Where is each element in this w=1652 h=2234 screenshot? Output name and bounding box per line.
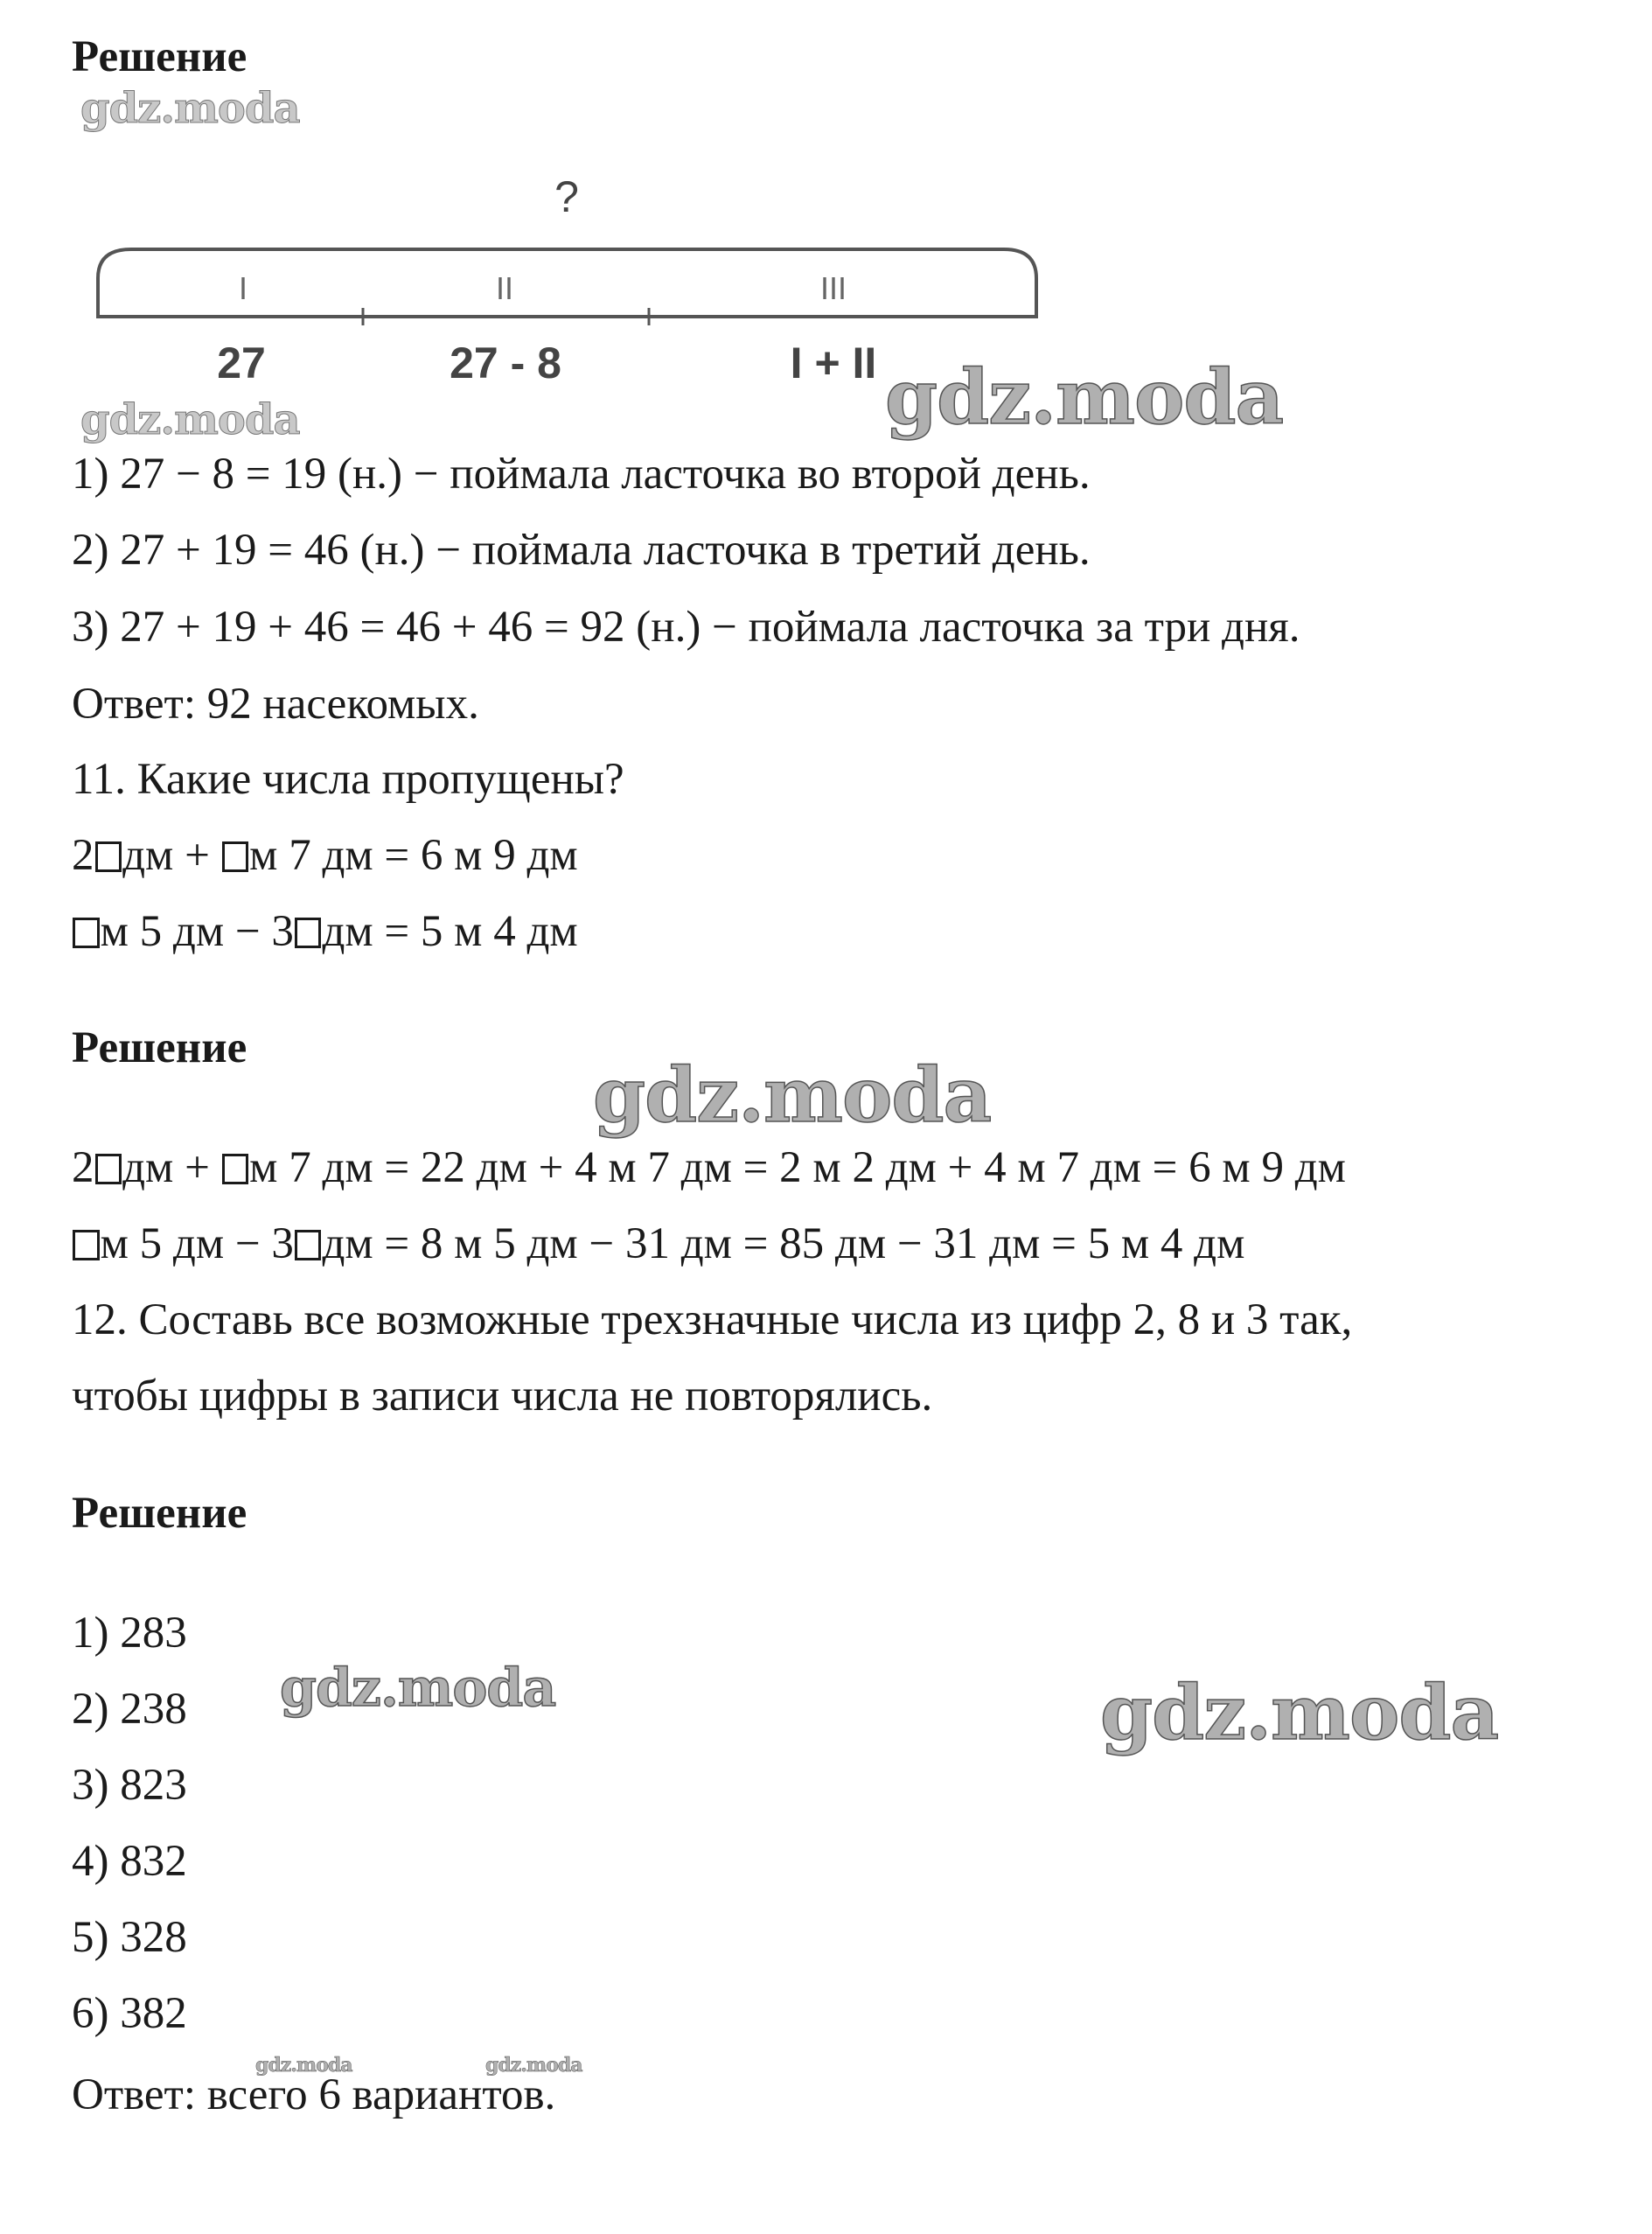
solution-equation-2 <box>72 1219 1245 1268</box>
answer-3: Ответ: всего 6 вариантов. <box>72 2070 556 2119</box>
solution-equation-1 <box>72 1143 1346 1192</box>
watermark: gdz.moda <box>593 1051 992 1140</box>
task-11-title: 11. Какие числа пропущены? <box>72 755 624 804</box>
blank-box <box>95 1154 122 1184</box>
blank-box <box>73 918 100 948</box>
solution-heading-2: Решение <box>72 1023 247 1072</box>
blank-box <box>73 1230 100 1260</box>
eq2-part-b: дм = 5 м 4 дм <box>322 907 578 956</box>
segment-label-3: III <box>819 270 847 306</box>
watermark: gdz.moda <box>80 84 300 133</box>
step-2: 2) 27 + 19 = 46 (н.) − поймала ласточка в третий день. <box>72 526 1091 575</box>
watermark: gdz.moda <box>255 2054 352 2077</box>
eq1-part-c: м 7 дм = 6 м 9 дм <box>249 831 578 880</box>
sol2-part-a: м 5 дм − 3 <box>100 1219 294 1268</box>
watermark: gdz.moda <box>885 353 1284 442</box>
blank-box <box>222 1154 249 1184</box>
variant-4: 4) 832 <box>72 1837 187 1886</box>
segment-label-1: I <box>238 270 248 306</box>
blank-box <box>95 841 122 872</box>
step-1: 1) 27 − 8 = 19 (н.) − поймала ласточка во второй день. <box>72 450 1091 499</box>
task-12-line-2: чтобы цифры в записи числа не повторялись. <box>72 1372 933 1421</box>
task-11-equation-1 <box>72 831 578 880</box>
answer-1: Ответ: 92 насекомых. <box>72 680 479 729</box>
blank-box <box>295 918 322 948</box>
sol2-part-b: дм = 8 м 5 дм − 31 дм = 85 дм − 31 дм = 5 м 4 дм <box>322 1219 1245 1268</box>
watermark: gdz.moda <box>485 2054 582 2077</box>
diagram-question: ? <box>554 172 579 221</box>
blank-box <box>295 1230 322 1260</box>
solution-heading-1: Решение <box>72 32 247 81</box>
step-3: 3) 27 + 19 + 46 = 46 + 46 = 92 (н.) − поймала ласточка за три дня. <box>72 603 1300 652</box>
variant-5: 5) 328 <box>72 1913 187 1962</box>
sol1-part-b: дм + <box>122 1143 221 1192</box>
watermark: gdz.moda <box>280 1658 556 1719</box>
solution-heading-3: Решение <box>72 1489 247 1538</box>
task-12-line-1: 12. Составь все возможные трехзначные числа из цифр 2, 8 и 3 так, <box>72 1295 1353 1344</box>
eq1-part-a: 2 <box>72 831 94 880</box>
variant-3: 3) 823 <box>72 1761 187 1810</box>
segment-value-3: I + II <box>790 339 877 387</box>
segment-value-1: 27 <box>217 339 266 387</box>
sol1-part-c: м 7 дм = 22 дм + 4 м 7 дм = 2 м 2 дм + 4 м 7 дм = 6 м 9 дм <box>249 1143 1346 1192</box>
segment-value-2: 27 - 8 <box>450 339 561 387</box>
watermark: gdz.moda <box>80 395 300 444</box>
blank-box <box>222 841 249 872</box>
eq1-part-b: дм + <box>122 831 221 880</box>
eq2-part-a: м 5 дм − 3 <box>100 907 294 956</box>
task-11-equation-2 <box>72 907 578 956</box>
segment-label-2: II <box>495 270 514 306</box>
variant-2: 2) 238 <box>72 1685 187 1734</box>
watermark: gdz.moda <box>1100 1669 1499 1757</box>
variant-1: 1) 283 <box>72 1609 187 1658</box>
sol1-part-a: 2 <box>72 1143 94 1192</box>
variant-6: 6) 382 <box>72 1989 187 2038</box>
